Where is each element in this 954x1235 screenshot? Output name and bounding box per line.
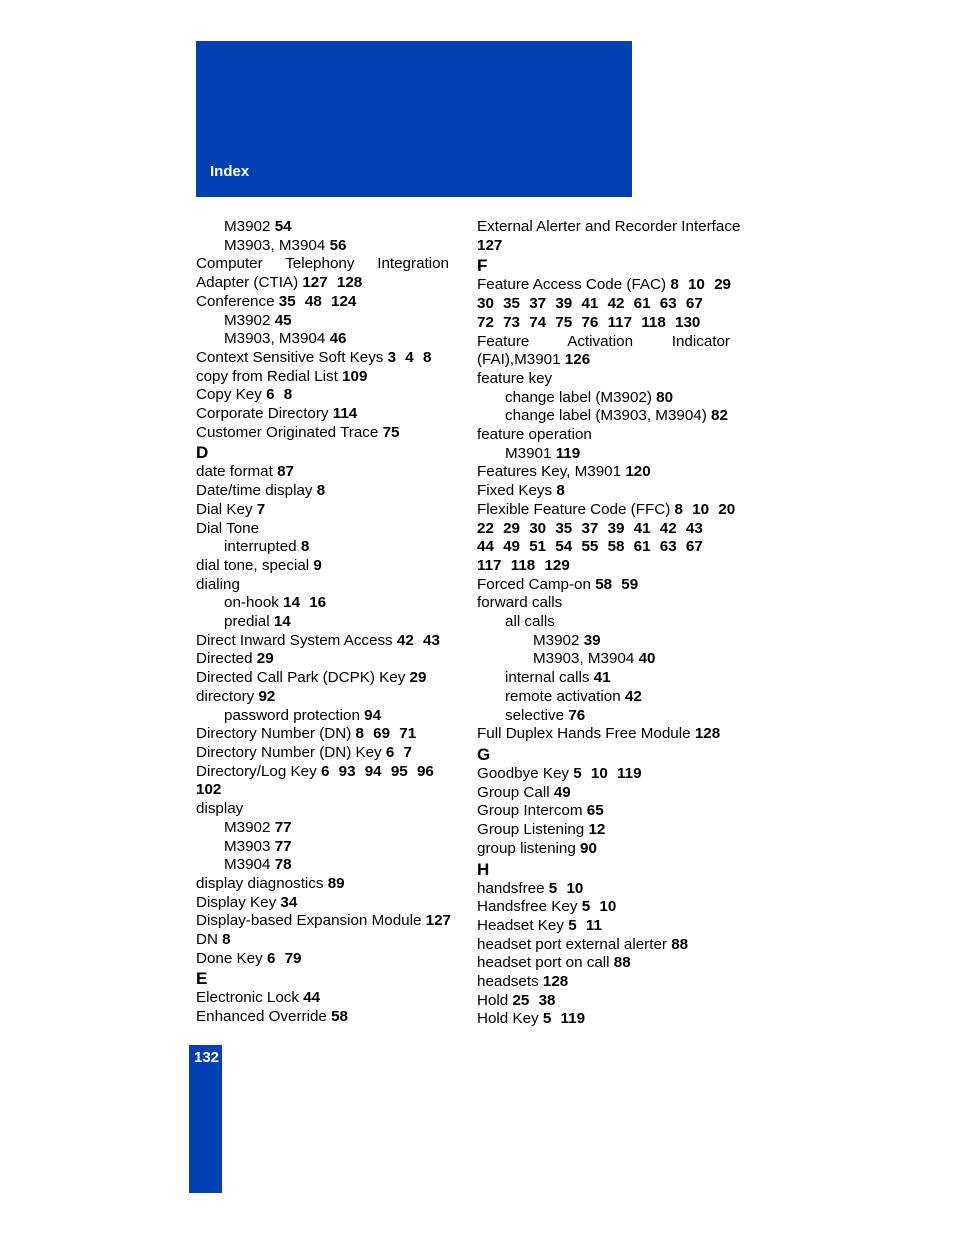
index-page-refs: 8 69 71 [355, 725, 417, 743]
index-entry [477, 840, 730, 859]
index-term: M3903, M3904 [224, 330, 326, 348]
index-page-refs: 75 [382, 423, 400, 441]
index-entry [196, 650, 449, 669]
index-entry [477, 314, 730, 333]
index-term: Directory/Log Key [196, 762, 317, 780]
index-term: feature operation [477, 426, 592, 444]
index-entry [477, 482, 730, 501]
index-term: Adapter (CTIA) [196, 274, 299, 292]
index-page-refs: 25 38 [512, 991, 556, 1009]
index-term: M3902 [224, 818, 271, 836]
index-entry [196, 669, 449, 688]
index-term: M3903 [224, 837, 271, 855]
index-term: predial [224, 613, 270, 631]
index-section-letter: F [477, 256, 488, 276]
index-page-refs: 3 4 8 [387, 348, 432, 366]
index-term: Feature Activation Indicator [477, 332, 730, 350]
index-page-refs: 78 [274, 856, 292, 874]
index-page-refs: 114 [332, 405, 358, 423]
index-page-refs: 77 [274, 837, 292, 855]
index-section-letter: H [477, 859, 490, 879]
index-term: Done Key [196, 949, 263, 967]
index-page-refs: 76 [568, 706, 586, 724]
index-page-refs: 41 [593, 669, 611, 687]
index-subentry [477, 613, 730, 632]
index-term: Group Intercom [477, 802, 583, 820]
index-entry [196, 576, 449, 595]
index-term: change label (M3902) [505, 388, 652, 406]
index-entry [477, 463, 730, 482]
index-page-refs: 14 [273, 613, 291, 631]
index-page-refs: 72 73 74 75 76 117 118 130 [477, 313, 701, 331]
index-page-refs: 6 7 [385, 743, 413, 761]
index-term: Directed Call Park (DCPK) Key [196, 669, 406, 687]
index-page-refs: 5 10 [548, 879, 584, 897]
index-term: Group Listening [477, 821, 585, 839]
index-term: Flexible Feature Code (FFC) [477, 500, 671, 518]
index-entry [196, 950, 449, 969]
index-term: headset port on call [477, 954, 610, 972]
index-page-refs: 9 [313, 556, 322, 574]
index-term: Dial Key [196, 500, 253, 518]
index-term: Corporate Directory [196, 405, 329, 423]
index-entry [196, 274, 449, 293]
index-subentry [477, 632, 730, 651]
index-entry [477, 1010, 730, 1029]
index-entry [196, 912, 449, 931]
index-page-refs: 8 [556, 482, 565, 500]
index-term: directory [196, 687, 255, 705]
index-term: change label (M3903, M3904) [505, 407, 707, 425]
index-page-refs: 8 [316, 482, 326, 500]
index-page-refs: 42 [624, 687, 642, 705]
index-subentry [196, 594, 449, 613]
index-entry [477, 802, 730, 821]
index-page-refs: 120 [625, 463, 651, 481]
index-term: Electronic Lock [196, 989, 299, 1007]
index-term: DN [196, 931, 218, 949]
index-page-refs: 5 10 [581, 898, 617, 916]
index-term: dialing [196, 575, 240, 593]
index-term: M3903, M3904 [533, 650, 635, 668]
index-subentry [196, 819, 449, 838]
index-term: Features Key, M3901 [477, 463, 622, 481]
index-term: M3904 [224, 856, 271, 874]
index-page-refs: 6 8 [266, 386, 293, 404]
index-term: interrupted [224, 538, 297, 556]
index-entry [477, 936, 730, 955]
index-page-refs: 65 [586, 802, 604, 820]
index-term: headsets [477, 973, 539, 991]
index-entry [477, 917, 730, 936]
index-entry [196, 405, 449, 424]
index-page-refs: 7 [256, 500, 266, 518]
index-page-refs: 54 [274, 218, 292, 235]
index-entry [196, 1008, 449, 1027]
index-entry [196, 688, 449, 707]
index-subentry [196, 237, 449, 256]
index-page-refs: 117 118 129 [477, 556, 570, 574]
index-term: External Alerter and Recorder Interface [477, 218, 741, 235]
index-page-refs: 14 16 [283, 594, 327, 612]
index-entry [196, 632, 449, 651]
index-term: Feature Access Code (FAC) [477, 276, 667, 294]
index-term: Directed [196, 650, 253, 668]
index-entry [196, 781, 449, 800]
index-term: selective [505, 706, 565, 724]
index-term: group listening [477, 839, 576, 857]
index-term: M3902 [533, 631, 580, 649]
index-page-refs: 90 [580, 839, 597, 857]
index-section-letter: D [196, 443, 209, 463]
index-page-refs: 30 35 37 39 41 42 61 63 67 [477, 295, 703, 313]
index-term: password protection [224, 706, 360, 724]
index-term: M3902 [224, 218, 271, 235]
index-term: Group Call [477, 783, 550, 801]
index-subentry [196, 218, 449, 237]
index-entry [477, 594, 730, 613]
index-entry [477, 954, 730, 973]
index-entry [477, 576, 730, 595]
index-entry [477, 351, 730, 370]
index-term: Conference [196, 292, 275, 310]
index-section-letter: G [477, 744, 491, 764]
index-entry [477, 295, 730, 314]
header-band [196, 41, 632, 197]
index-page-refs: 44 [303, 989, 321, 1007]
index-entry [477, 784, 730, 803]
index-term: Directory Number (DN) Key [196, 743, 382, 761]
index-term: date format [196, 463, 273, 481]
index-entry [196, 744, 449, 763]
index-page-refs: 46 [329, 330, 347, 348]
index-page-refs: 80 [656, 388, 674, 406]
index-term: Copy Key [196, 386, 262, 404]
index-term: Date/time display [196, 482, 313, 500]
index-term: dial tone, special [196, 556, 310, 574]
index-term: on-hook [224, 594, 279, 612]
index-page-refs: 92 [258, 687, 276, 705]
index-term: headset port external alerter [477, 935, 667, 953]
index-entry [477, 765, 730, 784]
index-entry [196, 482, 449, 501]
index-page-refs: 8 10 29 [670, 276, 731, 294]
index-page-refs: 44 49 51 54 55 58 61 63 67 [477, 538, 703, 556]
index-entry [196, 931, 449, 950]
index-entry [196, 386, 449, 405]
index-term: Direct Inward System Access [196, 631, 393, 649]
index-page-refs: 127 128 [302, 274, 363, 292]
index-subentry [196, 538, 449, 557]
index-entry [196, 424, 449, 443]
index-subentry [477, 407, 730, 426]
index-subentry [477, 688, 730, 707]
index-page-refs: 34 [280, 893, 298, 911]
index-page-refs: 109 [342, 367, 368, 385]
page-title: Index [210, 163, 250, 180]
page-number: 132 [194, 1049, 220, 1066]
index-entry [477, 538, 730, 557]
index-entry [477, 557, 730, 576]
index-entry [477, 520, 730, 539]
index-term: Full Duplex Hands Free Module [477, 725, 691, 743]
index-term: Enhanced Override [196, 1008, 327, 1026]
index-subentry [196, 838, 449, 857]
index-term: feature key [477, 369, 553, 387]
index-entry [477, 880, 730, 899]
index-term: M3902 [224, 311, 271, 329]
index-page-refs: 12 [588, 821, 606, 839]
index-term: M3901 [505, 444, 552, 462]
index-page-refs: 49 [553, 783, 571, 801]
index-page-refs: 89 [327, 874, 345, 892]
index-page-refs: 5 10 119 [573, 764, 642, 782]
index-page-refs: 127 [477, 236, 503, 254]
index-entry [477, 426, 730, 445]
index-page-refs: 8 [222, 931, 231, 949]
index-page-refs: 58 59 [595, 575, 639, 593]
index-term: Headset Key [477, 916, 564, 934]
index-page-refs: 5 119 [542, 1010, 586, 1028]
index-subentry [477, 650, 730, 669]
index-entry [477, 333, 730, 352]
index-term: Display-based Expansion Module [196, 912, 422, 930]
index-term: Computer Telephony Integration [196, 255, 449, 273]
index-page-refs: 8 10 20 [674, 500, 736, 518]
index-term: internal calls [505, 669, 590, 687]
index-entry [196, 557, 449, 576]
index-term: M3903, M3904 [224, 236, 326, 254]
index-subentry [196, 707, 449, 726]
index-page-refs: 35 48 124 [278, 292, 357, 310]
index-page-refs: 82 [711, 407, 728, 425]
index-page-refs: 58 [331, 1008, 348, 1026]
index-entry [196, 463, 449, 482]
index-term: Context Sensitive Soft Keys [196, 348, 384, 366]
index-term: Handsfree Key [477, 898, 578, 916]
index-page-refs: 94 [364, 706, 382, 724]
page-number-tab [189, 1045, 222, 1193]
index-page-refs: 127 [425, 912, 451, 930]
index-entry [196, 368, 449, 387]
index-page-refs: 119 [555, 444, 581, 462]
index-subentry [477, 707, 730, 726]
index-entry [477, 500, 736, 520]
index-entry [477, 821, 730, 840]
index-entry [196, 520, 449, 539]
index-entry [196, 293, 449, 312]
index-entry [196, 501, 449, 520]
index-page-refs: 42 43 [396, 631, 440, 649]
index-page-refs: 88 [613, 954, 631, 972]
index-term: Goodbye Key [477, 764, 570, 782]
index-entry [196, 349, 449, 368]
index-entry [477, 992, 730, 1011]
index-term: remote activation [505, 687, 621, 705]
index-term: forward calls [477, 594, 563, 612]
index-term: Directory Number (DN) [196, 725, 352, 743]
index-page-refs: 6 79 [266, 949, 302, 967]
index-page-refs: 29 [256, 650, 274, 668]
index-page-refs: 5 11 [568, 916, 602, 934]
index-entry [196, 989, 449, 1008]
index-page-refs: 39 [583, 631, 601, 649]
index-page-refs: 88 [671, 935, 689, 953]
index-term: Dial Tone [196, 519, 260, 537]
index-entry [196, 800, 449, 819]
index-entry [477, 370, 730, 389]
index-term: Customer Originated Trace [196, 423, 379, 441]
index-column-left [196, 218, 449, 1027]
index-entry [196, 875, 449, 894]
index-term: all calls [505, 613, 555, 631]
index-page-refs: 22 29 30 35 37 39 41 42 43 [477, 519, 703, 537]
index-entry [196, 894, 449, 913]
index-column-right [477, 218, 741, 1029]
index-entry [477, 725, 730, 744]
index-term: display diagnostics [196, 874, 324, 892]
index-page-refs: 6 93 94 95 96 [320, 762, 434, 780]
index-term: display [196, 800, 244, 818]
index-entry [477, 898, 730, 917]
index-page-refs: 126 [564, 351, 591, 369]
index-subentry [477, 389, 730, 408]
index-subentry [477, 669, 730, 688]
index-entry [477, 218, 741, 237]
index-term: Display Key [196, 893, 277, 911]
index-term: Hold Key [477, 1010, 539, 1028]
index-page-refs: 77 [274, 818, 292, 836]
index-entry [477, 276, 730, 295]
index-term: handsfree [477, 879, 545, 897]
index-term: copy from Redial List [196, 367, 338, 385]
index-page-refs: 8 [300, 538, 310, 556]
index-entry [477, 237, 730, 256]
index-term: Fixed Keys [477, 482, 553, 500]
index-page-refs: 128 [542, 973, 569, 991]
index-entry [196, 725, 449, 744]
index-page-refs: 87 [277, 463, 294, 481]
index-page-refs: 40 [638, 650, 656, 668]
index-subentry [477, 445, 730, 464]
index-subentry [196, 330, 449, 349]
index-page-refs: 102 [196, 781, 222, 799]
index-entry [196, 763, 449, 782]
index-term: Hold [477, 991, 509, 1009]
index-subentry [196, 856, 449, 875]
index-subentry [196, 613, 449, 632]
index-page-refs: 45 [274, 311, 292, 329]
index-entry [196, 255, 449, 274]
index-entry [477, 973, 730, 992]
index-page-refs: 56 [329, 236, 347, 254]
index-page-refs: 128 [694, 725, 721, 743]
index-term: Forced Camp-on [477, 575, 591, 593]
index-page-refs: 29 [409, 669, 427, 687]
index-subentry [196, 312, 449, 331]
index-section-letter: E [196, 969, 208, 989]
index-term: (FAI),M3901 [477, 351, 561, 369]
